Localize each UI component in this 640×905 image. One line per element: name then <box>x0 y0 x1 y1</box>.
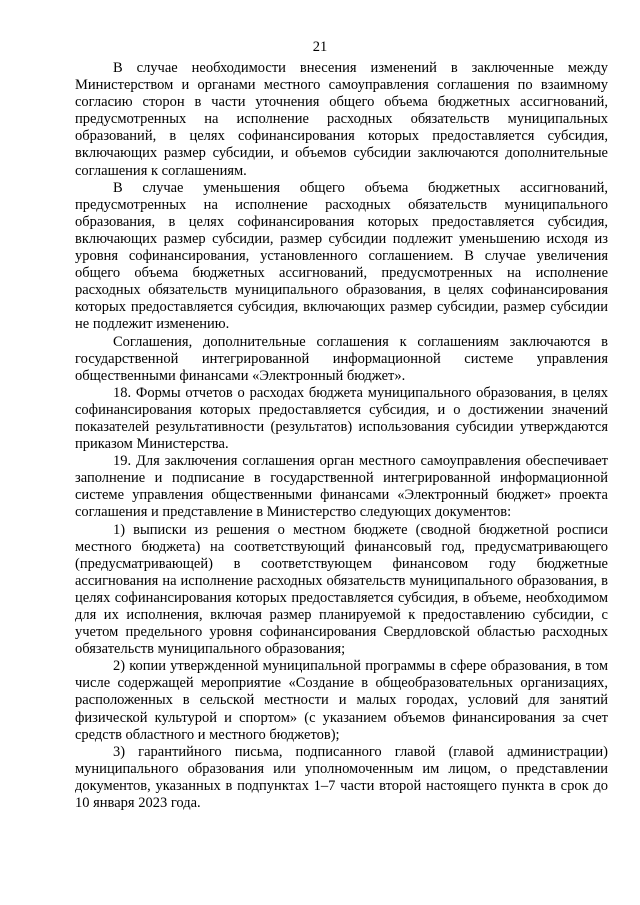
page-number: 21 <box>312 39 328 55</box>
paragraph-electronic-budget: Соглашения, дополнительные соглашения к соглашениям заключаются в государственной интегрированной информационной системе управления общественными финансами «Электронный бюджет». <box>75 333 608 384</box>
paragraph-subsidy-change: В случае уменьшения общего объема бюджетных ассигнований, предусмотренных на исполнение расходных обязательств муниципального образования, в целях софинансирования которых предоставляется субсидия, включающих размер субсидии, размер субсидии подлежит уменьшению исходя из уровня софинансирования, установленного соглашением. В случае увеличения общего объема бюджетных ассигнований, предусмотренных на исполнение расходных обязательств муниципального образования, в целях софинансирования которых предоставляется субсидия, включающих размер субсидии, размер субсидии не подлежит изменению. <box>75 179 608 333</box>
paragraph-item-19: 19. Для заключения соглашения орган местного самоуправления обеспечивает заполнение и подписание в государственной интегрированной информационной системе управления общественными финансами «Электронный бюджет» проекта соглашения и представление в Министерство следующих документов: <box>75 453 608 521</box>
paragraph-amendments: В случае необходимости внесения изменений в заключенные между Министерством и органами местного самоуправления соглашения по взаимному согласию сторон в части уточнения общего объема бюджетных ассигнований, предусмотренных на исполнение расходных обязательств муниципальных образований, в целях софинансирования которых предоставляется субсидия, включающих размер субсидии, и объемов субсидии заключаются дополнительные соглашения к соглашениям. <box>75 60 608 179</box>
paragraph-item-18: 18. Формы отчетов о расходах бюджета муниципального образования, в целях софинансирования которых предоставляется субсидия, и о достижении значений показателей результативности (результатов) использования субсидии утверждаются приказом Министерства. <box>75 384 608 453</box>
paragraph-subitem-1: 1) выписки из решения о местном бюджете (сводной бюджетной росписи местного бюджета) на соответствующий финансовый год, предусматривающего (предусматривающей) в соответствующем финансовом году бюджетные ассигнования на исполнение расходных обязательств муниципального образования, в целях софинансирования которых предоставляется субсидия, в объеме, необходимом для их исполнения, включая размер планируемой к предоставлению субсидии, с учетом предельного уровня софинансирования Свердловской областью расходных обязательств муниципального образования; <box>75 521 608 658</box>
document-body <box>75 60 608 812</box>
paragraph-subitem-2: 2) копии утвержденной муниципальной программы в сфере образования, в том числе содержащей мероприятие «Создание в общеобразовательных организациях, расположенных в сельской местности и малых городах, условий для занятий физической культурой и спортом» (с указанием объемов финансирования за счет средств областного и местного бюджетов); <box>75 658 608 743</box>
paragraph-subitem-3: 3) гарантийного письма, подписанного главой (главой администрации) муниципального образования или уполномоченным им лицом, о представлении документов, указанных в подпунктах 1–7 части второй настоящего пункта в срок до 10 января 2023 года. <box>75 743 608 812</box>
